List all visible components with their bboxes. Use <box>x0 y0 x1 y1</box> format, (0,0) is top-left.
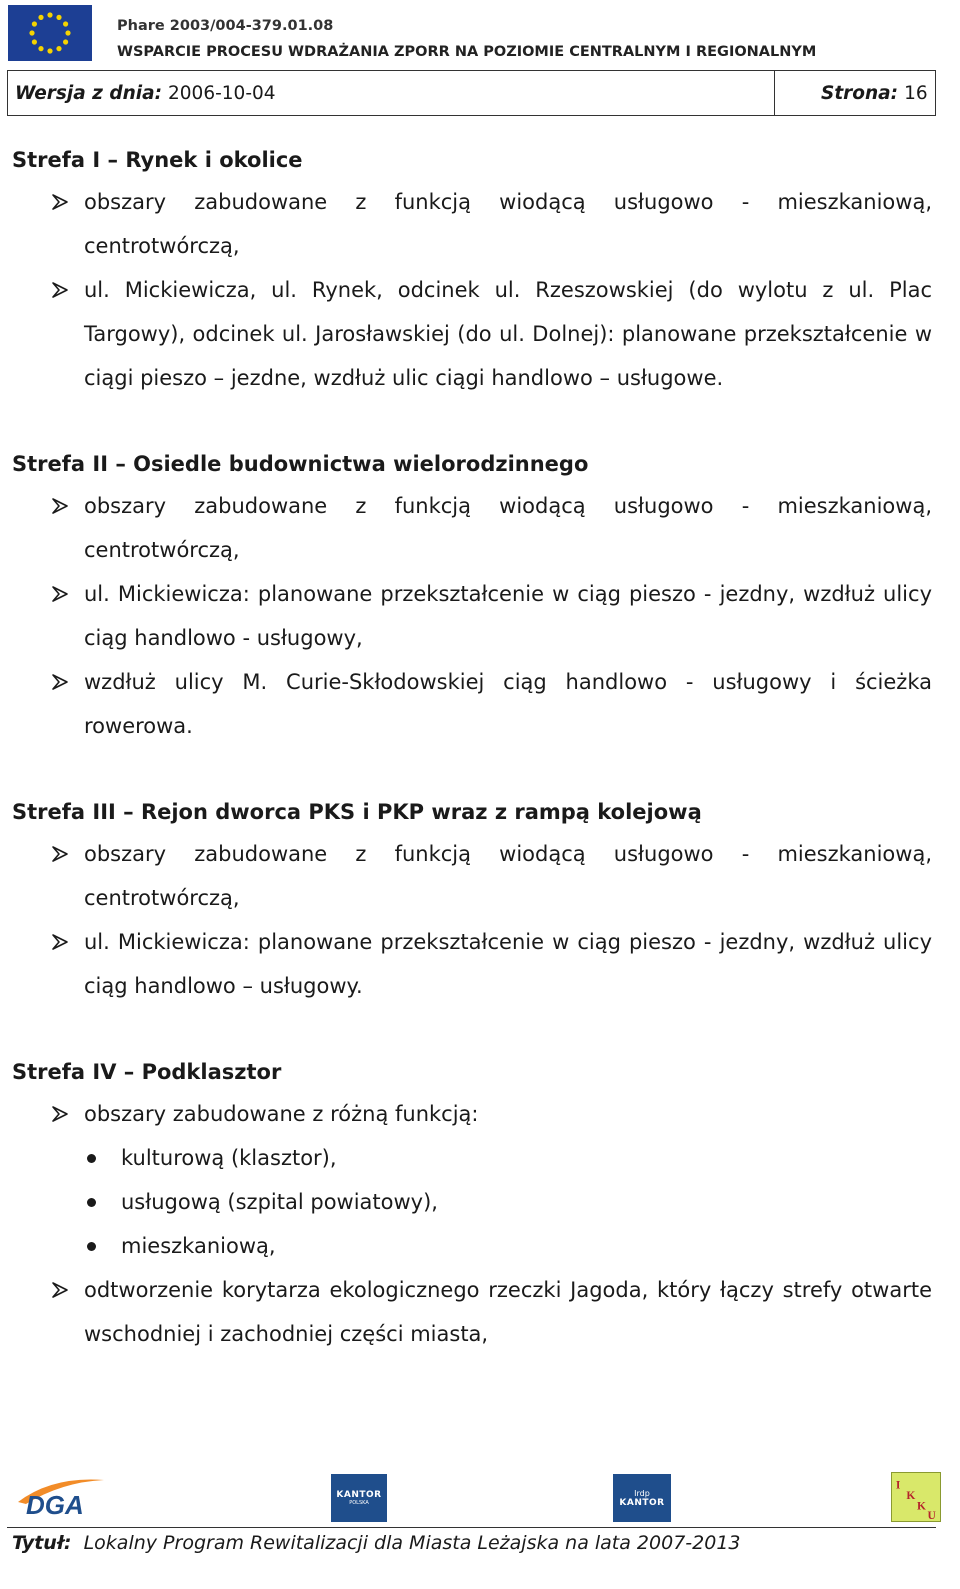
list-item <box>12 484 932 572</box>
kantor-logo-text: KANTOR <box>336 1490 382 1500</box>
list-item-text: odtworzenie korytarza ekologicznego rzeczki Jagoda, który łączy strefy otwarte wschodniej i zachodniej części miasta, <box>84 1278 932 1346</box>
sub-list-item <box>12 1136 932 1180</box>
version-cell <box>8 71 775 115</box>
list-item-text: obszary zabudowane z funkcją wiodącą usługowo - mieszkaniową, centrotwórczą, <box>84 190 932 258</box>
dga-logo-text: DGA <box>26 1490 84 1520</box>
zone-3-title: Strefa III – Rejon dworca PKS i PKP wraz z rampą kolejową <box>12 800 702 824</box>
arrow-bullet-icon <box>50 1104 70 1124</box>
list-item-text: obszary zabudowane z różną funkcją: <box>84 1102 479 1126</box>
list-item-text: obszary zabudowane z funkcją wiodącą usługowo - mieszkaniową, centrotwórczą, <box>84 842 932 910</box>
zone-1-title: Strefa I – Rynek i okolice <box>12 148 303 172</box>
zone-2-title: Strefa II – Osiedle budownictwa wielorodzinnego <box>12 452 589 476</box>
list-item <box>12 268 932 400</box>
list-item-text: ul. Mickiewicza: planowane przekształcenie w ciąg pieszo - jezdny, wzdłuż ulicy ciąg handlowo - usługowy, <box>84 582 932 650</box>
arrow-bullet-icon <box>50 496 70 516</box>
version-bar <box>7 70 936 116</box>
zone-4-title: Strefa IV – Podklasztor <box>12 1060 282 1084</box>
bullet-dot-icon <box>87 1242 96 1251</box>
arrow-bullet-icon <box>50 280 70 300</box>
footer-title <box>12 1532 741 1554</box>
arrow-bullet-icon <box>50 932 70 952</box>
svg-text:U: U <box>927 1510 936 1521</box>
list-item-text: ul. Mickiewicza: planowane przekształcenie w ciąg pieszo - jezdny, wzdłuż ulicy ciąg handlowo – usługowy. <box>84 930 932 998</box>
svg-text:I: I <box>895 1479 901 1492</box>
sub-list-item-text: kulturową (klasztor), <box>121 1146 337 1170</box>
arrow-bullet-icon <box>50 1280 70 1300</box>
sub-list-item-text: usługową (szpital powiatowy), <box>121 1190 438 1214</box>
sub-list-item <box>12 1224 932 1268</box>
list-item <box>12 1092 932 1136</box>
eu-flag-logo <box>8 5 92 61</box>
sub-list-item-text: mieszkaniową, <box>121 1234 276 1258</box>
list-item <box>12 1268 932 1356</box>
list-item-text: wzdłuż ulicy M. Curie-Skłodowskiej ciąg handlowo - usługowy i ścieżka rowerowa. <box>84 670 932 738</box>
page-number: 16 <box>904 82 928 104</box>
arrow-bullet-icon <box>50 844 70 864</box>
project-code: Phare 2003/004-379.01.08 <box>117 18 334 34</box>
bullet-dot-icon <box>87 1154 96 1163</box>
version-label: Wersja z dnia: <box>15 82 163 104</box>
page-label: Strona: <box>821 82 899 104</box>
list-item-text: obszary zabudowane z funkcją wiodącą usługowo - mieszkaniową, centrotwórczą, <box>84 494 932 562</box>
kantor-polska-logo <box>331 1474 387 1522</box>
list-item <box>12 660 932 748</box>
list-item <box>12 180 932 268</box>
footer-title-text: Lokalny Program Rewitalizacji dla Miasta Leżajska na lata 2007-2013 <box>83 1532 741 1554</box>
kantor-logo-subtext: POLSKA <box>349 1500 369 1506</box>
list-item-text: ul. Mickiewicza, ul. Rynek, odcinek ul. Rzeszowskiej (do wylotu z ul. Plac Targowy), odcinek ul. Jarosławskiej (do ul. Dolnej): planowane przekształcenie w ciągi pieszo – jezdne, wzdłuż ulic ciągi handlowo – usługowe. <box>84 278 932 390</box>
footer-divider <box>7 1527 936 1528</box>
irdp-logo-text: Irdp <box>634 1488 650 1498</box>
program-name: WSPARCIE PROCESU WDRAŻANIA ZPORR NA POZIOMIE CENTRALNYM I REGIONALNYM <box>117 44 817 60</box>
list-item <box>12 920 932 1008</box>
irdp-kantor-logo <box>613 1474 671 1522</box>
page-cell <box>775 71 935 115</box>
dga-logo <box>12 1472 108 1522</box>
arrow-bullet-icon <box>50 584 70 604</box>
bullet-dot-icon <box>87 1198 96 1207</box>
kantor-logo-text: KANTOR <box>619 1497 665 1508</box>
arrow-bullet-icon <box>50 192 70 212</box>
version-date: 2006-10-04 <box>168 82 276 104</box>
footer-title-label: Tytuł: <box>12 1532 72 1554</box>
list-item <box>12 832 932 920</box>
svg-text:K: K <box>916 1500 926 1513</box>
sub-list-item <box>12 1180 932 1224</box>
arrow-bullet-icon <box>50 672 70 692</box>
svg-text:K: K <box>906 1489 916 1502</box>
ikku-logo <box>891 1472 941 1522</box>
list-item <box>12 572 932 660</box>
document-body <box>12 140 932 1356</box>
